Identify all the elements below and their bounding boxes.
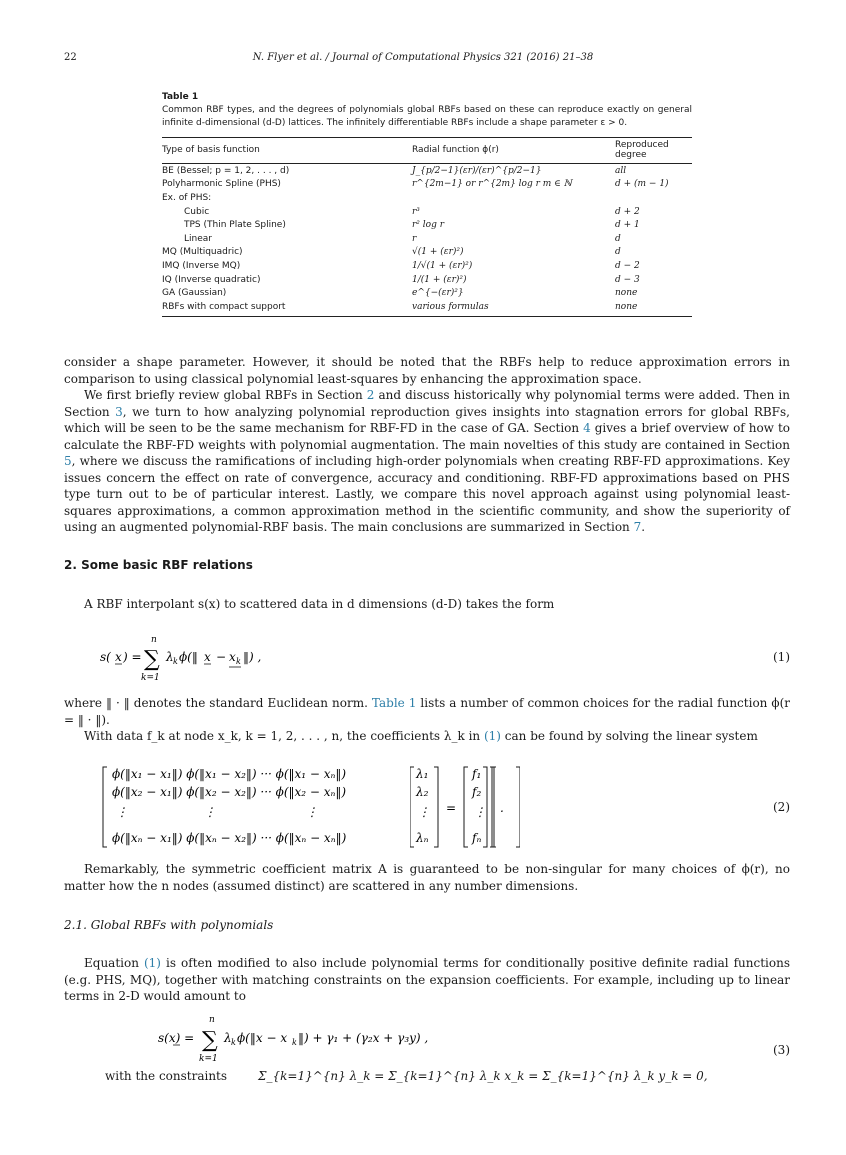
svg-text:ϕ(‖x₂ − x₁‖) ϕ(‖x₂ − x₂‖) ··: ϕ(‖x₂ − x₁‖) ϕ(‖x₂ − x₂‖) ··· ϕ(‖x₂ − xₙ‖) (112, 785, 347, 799)
table-label: Table 1 (162, 92, 199, 102)
svg-text:⋮: ⋮ (204, 805, 216, 819)
svg-text:f₂: f₂ (472, 785, 482, 799)
table-link[interactable]: Table 1 (371, 696, 417, 710)
degree-cell: d − 3 (615, 274, 640, 285)
table-row (162, 300, 692, 316)
equation-3-number: (3) (773, 1043, 790, 1057)
radial-function-cell: 1/(1 + (εr)²) (412, 274, 467, 285)
radial-function-cell: J_{p/2−1}(εr)/(εr)^{p/2−1} (412, 165, 542, 176)
degree-cell: d + 2 (615, 206, 640, 217)
table-row (162, 273, 692, 287)
running-header: N. Flyer et al. / Journal of Computational Physics 321 (2016) 21–38 (252, 52, 594, 63)
equation-link[interactable]: (1) (483, 729, 501, 743)
type-cell: RBFs with compact support (162, 300, 412, 316)
constraints-formula: Σ_{k=1}^{n} λ_k = Σ_{k=1}^{n} λ_k x_k = Σ_{k=1}^{n} λ_k y_k = 0, (258, 1069, 708, 1083)
radial-function-cell (412, 191, 615, 205)
equation-1 (100, 632, 400, 684)
svg-text:ϕ(‖: ϕ(‖ (179, 650, 198, 664)
svg-text:λ₁: λ₁ (416, 767, 429, 781)
svg-text:fₙ: fₙ (472, 831, 482, 845)
degree-cell: d (615, 233, 621, 244)
svg-text:k: k (173, 657, 178, 666)
equation-2-vectors (410, 764, 520, 850)
column-header: Type of basis function (162, 138, 412, 164)
svg-text:=: = (446, 801, 457, 815)
section-link[interactable]: 7 (633, 520, 642, 534)
column-header: Reproduced degree (615, 138, 692, 164)
svg-text:⋮: ⋮ (116, 805, 128, 819)
paragraph-outline: We first briefly review global RBFs in Section 2 and discuss historically why polynomial terms were added. Then in Section 3, we turn to how analyzing polynomial reproduction gives insights into stagnation errors for global RBFs, which will be seen to be the same mechanism for RBF-FD in the case of GA. Section 4 gives a brief overview of how to calculate the RBF-FD weights with polynomial augmentation. The main novelties of this study are contained in Section 5, where we discuss the ramifications of including high-order polynomials when creating RBF-FD approximations. Key issues concern the effect on rate of convergence, accuracy and conditioning. RBF-FD approximations based on PHS type turn out to be of particular interest. Lastly, we compare this novel approach against using polynomial least-squares approximations, a common approximation method in the scientific community, and show the superiority of using an augmented polynomial-RBF basis. The main conclusions are summarized in Section 7. (64, 388, 790, 534)
type-cell: Linear (184, 233, 212, 244)
svg-text:n: n (209, 1015, 215, 1025)
radial-function-cell: r² log r (412, 220, 444, 231)
degree-cell: none (615, 300, 692, 316)
svg-text:ϕ(‖xₙ − x₁‖) ϕ(‖xₙ − x₂‖) ··: ϕ(‖xₙ − x₁‖) ϕ(‖xₙ − x₂‖) ··· ϕ(‖xₙ − xₙ‖) (112, 831, 347, 845)
paragraph-interpolant: A RBF interpolant s(x) to scattered data in d dimensions (d-D) takes the form (84, 597, 555, 611)
constraints-label: with the constraints (105, 1069, 228, 1083)
type-cell: Cubic (184, 206, 210, 217)
table-row (162, 205, 692, 219)
rbf-types-table (162, 137, 692, 317)
svg-text:∑: ∑ (202, 1028, 218, 1053)
table-row (162, 218, 692, 232)
degree-cell: d + 1 (615, 220, 640, 231)
svg-text:⋮: ⋮ (418, 805, 430, 819)
degree-cell: d + (m − 1) (615, 179, 669, 190)
type-cell: GA (Gaussian) (162, 288, 227, 299)
equation-2-spacer (520, 764, 521, 765)
svg-text:λ: λ (166, 650, 174, 664)
section-link[interactable]: 5 (64, 454, 72, 468)
table-row (162, 259, 692, 273)
table-row (162, 232, 692, 246)
svg-text:x: x (229, 650, 236, 664)
svg-text:‖) ,: ‖) , (243, 650, 262, 664)
type-cell: MQ (Multiquadric) (162, 247, 243, 258)
radial-function-cell: r (412, 233, 417, 244)
table-header-row (162, 138, 692, 164)
svg-text:‖) + γ₁ + (γ₂x + γ₃y) ,: ‖) + γ₁ + (γ₂x + γ₃y) , (298, 1031, 429, 1045)
degree-cell: d (615, 247, 621, 258)
equation-3 (158, 1012, 518, 1064)
eq1-lhs: s( (100, 650, 111, 664)
svg-text:−: − (216, 650, 227, 664)
type-cell: IQ (Inverse quadratic) (162, 274, 261, 285)
radial-function-cell: e^{−(εr)²} (412, 288, 464, 299)
svg-text:x: x (204, 650, 211, 664)
page-number: 22 (64, 52, 77, 63)
paragraph-polynomial-terms: Equation (1) is often modified to also include polynomial terms for conditionally positive definite radial functions (e.g. PHS, MQ), together with matching constraints on the expansion coefficients. For example, including up to linear terms in 2-D would amount to (64, 956, 790, 1003)
svg-text:k=1: k=1 (141, 673, 160, 683)
radial-function-cell: r^{2m−1} or r^{2m} log r m ∈ ℕ (412, 179, 572, 190)
svg-text:k: k (236, 657, 241, 666)
svg-text:s(x) =: s(x) = (158, 1031, 195, 1045)
type-cell: IMQ (Inverse MQ) (162, 260, 241, 271)
svg-text:f₁: f₁ (472, 767, 482, 781)
paragraph-linear-system: With data f_k at node x_k, k = 1, 2, . . . , n, the coefficients λ_k in (1) can be found by solving the linear system (84, 729, 758, 743)
equation-2-number: (2) (773, 800, 790, 814)
radial-function-cell: various formulas (412, 300, 615, 316)
paragraph-nonsingular: Remarkably, the symmetric coefficient matrix A is guaranteed to be non-singular for many choices of ϕ(r), no matter how the n nodes (assumed distinct) are scattered in any number dimensions. (64, 862, 790, 893)
degree-cell: none (615, 288, 638, 299)
table-row (162, 178, 692, 192)
degree-cell: d − 2 (615, 260, 640, 271)
svg-text:λ: λ (224, 1031, 232, 1045)
degree-cell: all (615, 165, 627, 176)
column-header: Radial function ϕ(r) (412, 138, 615, 164)
svg-text:) =: ) = (123, 650, 142, 664)
paragraph-norm: where ‖ · ‖ denotes the standard Euclidean norm. Table 1 lists a number of common choices for the radial function ϕ(r = ‖ · ‖). (64, 696, 791, 727)
svg-text:n: n (151, 635, 157, 645)
svg-text:k: k (231, 1038, 236, 1047)
type-cell: TPS (Thin Plate Spline) (184, 220, 286, 231)
section-link[interactable]: 3 (115, 404, 123, 419)
svg-text:λₙ: λₙ (416, 831, 429, 845)
svg-text:⋮: ⋮ (306, 805, 318, 819)
table-row (162, 164, 692, 178)
subsection-2-1-title: 2.1. Global RBFs with polynomials (64, 918, 274, 932)
svg-text:x: x (115, 650, 122, 664)
type-cell: Ex. of PHS: (162, 192, 212, 203)
paragraph-intro-end: consider a shape parameter. However, it should be noted that the RBFs help to reduce approximation errors in comparison to using classical polynomial least-squares by enhancing the approximation space. (64, 355, 790, 386)
table-row (162, 191, 692, 205)
degree-cell (615, 191, 692, 205)
svg-text:ϕ(‖x₁ − x₁‖) ϕ(‖x₁ − x₂‖) ··: ϕ(‖x₁ − x₁‖) ϕ(‖x₁ − x₂‖) ··· ϕ(‖x₁ − xₙ‖) (112, 767, 347, 781)
table-caption: Common RBF types, and the degrees of polynomials global RBFs based on these can reproduce exactly on general infinite d-dimensional (d-D) lattices. The infinitely differentiable RBFs include a shape parameter ε > 0. (162, 105, 692, 128)
radial-function-cell: r³ (412, 206, 420, 217)
svg-text:k: k (292, 1038, 297, 1047)
svg-text:ϕ(‖x − x: ϕ(‖x − x (237, 1031, 288, 1045)
svg-text:λ₂: λ₂ (416, 785, 429, 799)
svg-text:⋮: ⋮ (474, 805, 486, 819)
svg-text:.: . (500, 801, 504, 815)
equation-1-number: (1) (773, 650, 790, 664)
radial-function-cell: 1/√(1 + (εr)²) (412, 260, 473, 271)
type-cell: BE (Bessel; p = 1, 2, . . . , d) (162, 165, 290, 176)
section-link[interactable]: 4 (583, 421, 591, 435)
svg-text:∑: ∑ (144, 647, 160, 672)
section-link[interactable]: 2 (366, 388, 375, 402)
table-row (162, 286, 692, 300)
table-row (162, 246, 692, 260)
radial-function-cell: √(1 + (εr)²) (412, 247, 464, 258)
equation-link[interactable]: (1) (143, 956, 161, 970)
section-2-title: 2. Some basic RBF relations (64, 558, 253, 572)
svg-text:k=1: k=1 (199, 1054, 218, 1064)
table-1 (162, 92, 692, 317)
type-cell: Polyharmonic Spline (PHS) (162, 179, 281, 190)
